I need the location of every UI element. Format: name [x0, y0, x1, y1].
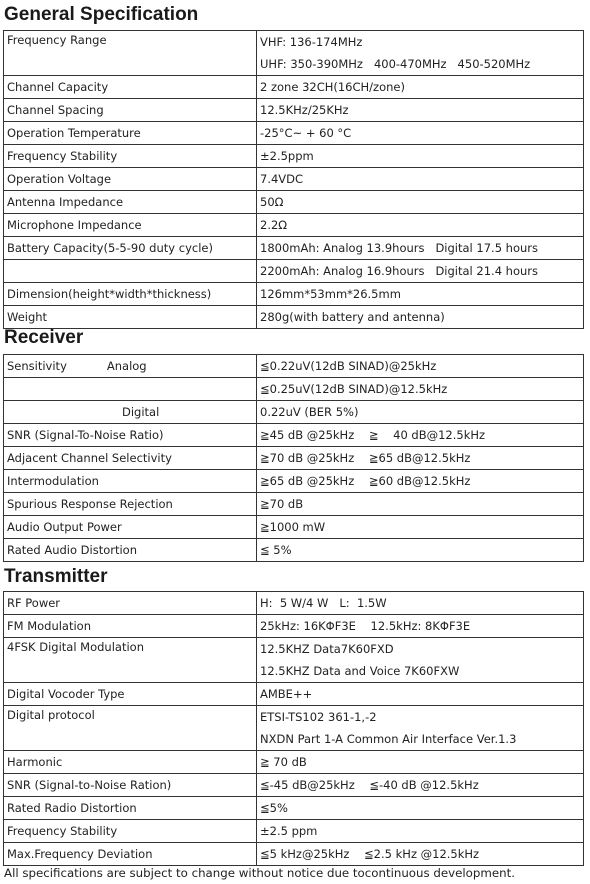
spec-value-cell [257, 191, 584, 214]
spec-value-cell [257, 592, 584, 615]
spec-label: Spurious Response Rejection [7, 497, 173, 511]
spec-label: Audio Output Power [7, 520, 122, 534]
spec-label: Digital protocol [7, 708, 95, 722]
spec-label-cell [4, 306, 257, 329]
spec-value-cell [257, 214, 584, 237]
spec-label-cell [4, 76, 257, 99]
spec-label-cell [4, 237, 257, 260]
spec-value: 7.4VDC [260, 172, 304, 186]
table-row [4, 539, 584, 562]
table-row [4, 820, 584, 843]
spec-value: 1800mAh: Analog 13.9hours Digital 17.5 hours [260, 241, 538, 255]
spec-label: Digital Vocoder Type [7, 687, 125, 701]
spec-label-cell [4, 592, 257, 615]
spec-value-cell [257, 706, 584, 751]
spec-value: ±2.5 ppm [260, 824, 318, 838]
spec-value: ≧ 70 dB [260, 755, 307, 769]
spec-label: Frequency Stability [7, 824, 118, 838]
spec-label: Frequency Range [7, 33, 107, 47]
spec-label-cell [4, 751, 257, 774]
spec-value: ≧45 dB @25kHz ≧ 40 dB@12.5kHz [260, 428, 486, 442]
spec-label: Rated Radio Distortion [7, 801, 137, 815]
spec-label-cell [4, 820, 257, 843]
spec-value: ETSI-TS102 361-1,-2 [260, 710, 377, 724]
spec-value: 12.5KHz/25KHz [260, 103, 349, 117]
spec-label-cell [4, 683, 257, 706]
spec-value: 2 zone 32CH(16CH/zone) [260, 80, 405, 94]
spec-value-cell [257, 638, 584, 683]
table-row [4, 638, 584, 683]
table-row [4, 99, 584, 122]
spec-label: Dimension(height*width*thickness) [7, 287, 212, 301]
table-row [4, 355, 584, 378]
table-row [4, 493, 584, 516]
spec-value: 280g(with battery and antenna) [260, 310, 445, 324]
spec-value-cell [257, 539, 584, 562]
spec-value: 2200mAh: Analog 16.9hours Digital 21.4 hours [260, 264, 538, 278]
spec-value-cell [257, 145, 584, 168]
spec-value-cell [257, 470, 584, 493]
table-row [4, 615, 584, 638]
spec-value: ≧65 dB @25kHz ≧60 dB@12.5kHz [260, 474, 471, 488]
table-row [4, 76, 584, 99]
spec-value: ≦5 kHz@25kHz ≦2.5 kHz @12.5kHz [260, 847, 480, 861]
spec-value-cell [257, 99, 584, 122]
spec-value-cell [257, 76, 584, 99]
spec-sublabel: Digital [122, 405, 160, 419]
spec-value: -25°C~ + 60 °C [260, 126, 352, 140]
spec-value: VHF: 136-174MHz [260, 35, 363, 49]
spec-label-cell [4, 401, 257, 424]
spec-label-cell [4, 355, 257, 378]
spec-value-cell [257, 751, 584, 774]
spec-label: Max.Frequency Deviation [7, 847, 153, 861]
spec-label-cell [4, 122, 257, 145]
spec-label: Rated Audio Distortion [7, 543, 138, 557]
table-row [4, 191, 584, 214]
spec-value-cell [257, 355, 584, 378]
spec-value: ≧1000 mW [260, 520, 326, 534]
spec-value: 0.22uV (BER 5%) [260, 405, 359, 419]
spec-label: Operation Temperature [7, 126, 141, 140]
spec-value-cell [257, 378, 584, 401]
spec-label: Operation Voltage [7, 172, 112, 186]
table-row [4, 145, 584, 168]
spec-value: ≧70 dB @25kHz ≧65 dB@12.5kHz [260, 451, 471, 465]
spec-label-cell [4, 447, 257, 470]
spec-value: ±2.5ppm [260, 149, 314, 163]
section-title: General Specification [4, 4, 199, 25]
spec-label: Weight [7, 310, 48, 324]
spec-label-cell [4, 774, 257, 797]
spec-label-cell [4, 797, 257, 820]
table-row [4, 797, 584, 820]
spec-label-cell [4, 378, 257, 401]
table-row [4, 122, 584, 145]
spec-value: 126mm*53mm*26.5mm [260, 287, 401, 301]
spec-label: Battery Capacity(5-5-90 duty cycle) [7, 241, 213, 255]
spec-value: 12.5KHZ Data and Voice 7K60FXW [260, 664, 460, 678]
spec-value-cell [257, 401, 584, 424]
section-title: Receiver [4, 327, 84, 348]
spec-label-cell [4, 424, 257, 447]
spec-value-cell [257, 774, 584, 797]
spec-label-cell [4, 168, 257, 191]
spec-label: Harmonic [7, 755, 63, 769]
spec-table [3, 30, 584, 329]
table-row [4, 168, 584, 191]
spec-label: Frequency Stability [7, 149, 118, 163]
footer-note: All specifications are subject to change without notice due tocontinuous development. [4, 866, 515, 880]
table-row [4, 683, 584, 706]
spec-sublabel: Analog [106, 359, 147, 373]
spec-table [3, 591, 584, 866]
spec-value-cell [257, 260, 584, 283]
table-row [4, 592, 584, 615]
table-row [4, 283, 584, 306]
spec-value: NXDN Part 1-A Common Air Interface Ver.1.3 [260, 732, 517, 746]
spec-label: Intermodulation [7, 474, 99, 488]
spec-value: 12.5KHZ Data7K60FXD [260, 642, 394, 656]
spec-label-cell [4, 470, 257, 493]
spec-label: Microphone Impedance [7, 218, 142, 232]
spec-value: AMBE++ [260, 687, 313, 701]
spec-label-cell [4, 615, 257, 638]
table-row [4, 706, 584, 751]
spec-value-cell [257, 493, 584, 516]
spec-label-cell [4, 638, 257, 683]
spec-value-cell [257, 283, 584, 306]
table-row [4, 306, 584, 329]
spec-label: Adjacent Channel Selectivity [7, 451, 172, 465]
spec-value-cell [257, 447, 584, 470]
spec-label-cell [4, 493, 257, 516]
spec-label-cell [4, 214, 257, 237]
table-row [4, 447, 584, 470]
table-row [4, 401, 584, 424]
spec-value: 25kHz: 16KΦF3E 12.5kHz: 8KΦF3E [260, 619, 471, 633]
table-row [4, 516, 584, 539]
spec-value: ≧70 dB [260, 497, 304, 511]
spec-value-cell [257, 306, 584, 329]
spec-label: SNR (Signal-To-Noise Ratio) [7, 428, 164, 442]
spec-label: FM Modulation [7, 619, 92, 633]
spec-value: ≦0.22uV(12dB SINAD)@25kHz [260, 359, 437, 373]
spec-value-cell [257, 237, 584, 260]
spec-label-cell [4, 283, 257, 306]
spec-table [3, 354, 584, 562]
spec-label-cell [4, 99, 257, 122]
spec-label-cell [4, 31, 257, 76]
spec-value: ≦0.25uV(12dB SINAD)@12.5kHz [260, 382, 448, 396]
table-row [4, 774, 584, 797]
spec-label: Sensitivity [7, 359, 67, 373]
spec-label: Channel Spacing [7, 103, 104, 117]
spec-value: ≦-45 dB@25kHz ≦-40 dB @12.5kHz [260, 778, 479, 792]
spec-value-cell [257, 168, 584, 191]
spec-label: 4FSK Digital Modulation [7, 640, 144, 654]
table-row [4, 424, 584, 447]
spec-value: 50Ω [260, 195, 284, 209]
spec-label: RF Power [7, 596, 61, 610]
spec-value-cell [257, 820, 584, 843]
spec-label-cell [4, 145, 257, 168]
spec-value-cell [257, 615, 584, 638]
spec-label-cell [4, 260, 257, 283]
table-row [4, 31, 584, 76]
table-row [4, 214, 584, 237]
spec-label: SNR (Signal-to-Noise Ration) [7, 778, 172, 792]
table-row [4, 843, 584, 866]
spec-value-cell [257, 424, 584, 447]
spec-value-cell [257, 122, 584, 145]
spec-value: UHF: 350-390MHz 400-470MHz 450-520MHz [260, 57, 531, 71]
spec-label-cell [4, 516, 257, 539]
spec-value-cell [257, 516, 584, 539]
spec-value-cell [257, 797, 584, 820]
spec-label-cell [4, 191, 257, 214]
spec-value: ≦ 5% [260, 543, 292, 557]
spec-label-cell [4, 539, 257, 562]
spec-value-cell [257, 683, 584, 706]
spec-value: H: 5 W/4 W L: 1.5W [260, 596, 387, 610]
spec-value-cell [257, 31, 584, 76]
table-row [4, 237, 584, 260]
spec-value: ≦5% [260, 801, 288, 815]
spec-value: 2.2Ω [260, 218, 288, 232]
spec-label: Antenna Impedance [7, 195, 124, 209]
table-row [4, 751, 584, 774]
spec-value-cell [257, 843, 584, 866]
table-row [4, 260, 584, 283]
table-row [4, 378, 584, 401]
section-title: Transmitter [4, 566, 108, 587]
spec-label-cell [4, 843, 257, 866]
spec-label: Channel Capacity [7, 80, 109, 94]
table-row [4, 470, 584, 493]
spec-label-cell [4, 706, 257, 751]
